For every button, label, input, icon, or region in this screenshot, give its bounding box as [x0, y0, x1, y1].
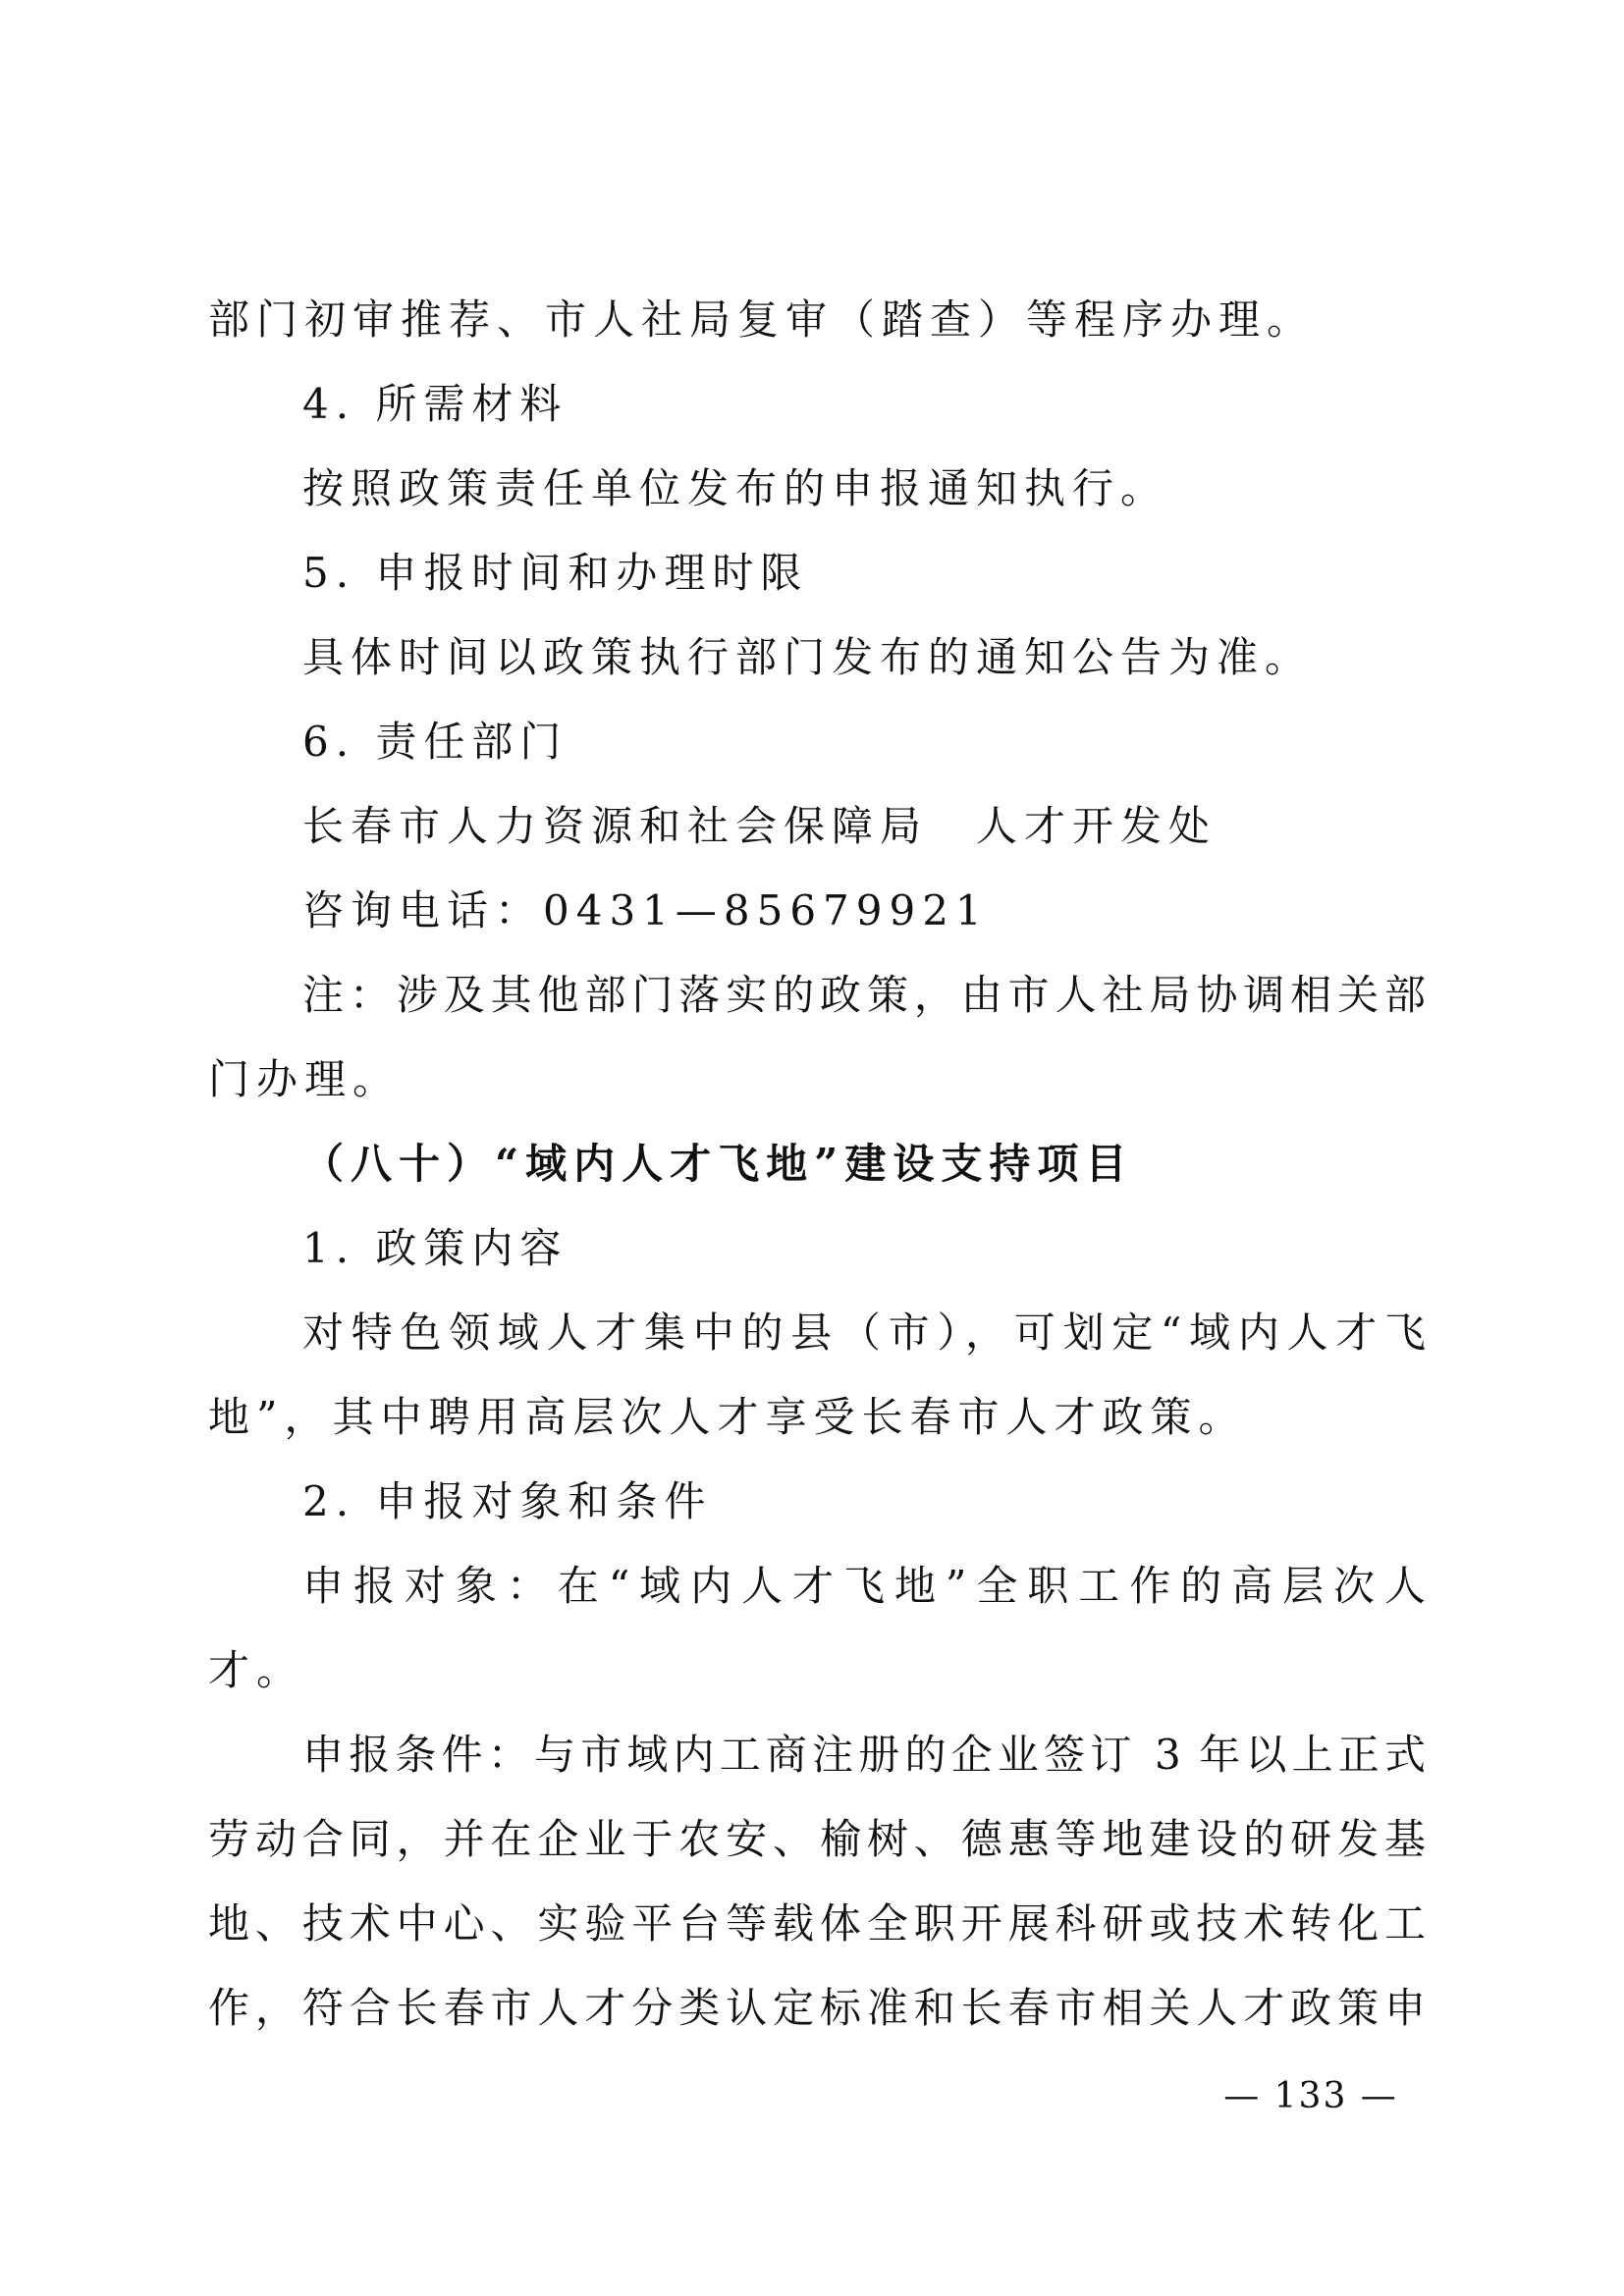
heading-required-materials: 4. 所需材料: [302, 380, 568, 428]
text-line-conditions-3: 地、技术中心、实验平台等载体全职开展科研或技术转化工: [208, 1899, 1426, 1948]
text-line-policy-1: 对特色领域人才集中的县（市），可划定“域内人才飞: [302, 1308, 1426, 1357]
text-line-materials: 按照政策责任单位发布的申报通知执行。: [302, 464, 1169, 512]
text-line-note: 注：涉及其他部门落实的政策，由市人社局协调相关部: [302, 971, 1426, 1019]
page-number: — 133 —: [1223, 2076, 1398, 2116]
text-line-department: 长春市人力资源和社会保障局 人才开发处: [302, 802, 1218, 850]
text-line-time: 具体时间以政策执行部门发布的通知公告为准。: [302, 633, 1314, 681]
text-line-applicants-2: 才。: [208, 1646, 305, 1694]
heading-policy-content: 1. 政策内容: [302, 1224, 568, 1272]
text-line-applicants-1: 申报对象：在“域内人才飞地”全职工作的高层次人: [302, 1562, 1426, 1610]
heading-application-time: 5. 申报时间和办理时限: [302, 549, 809, 597]
text-line-phone: 咨询电话：0431—85679921: [302, 886, 989, 934]
section-heading-80: （八十）“域内人才飞地”建设支持项目: [302, 1140, 1134, 1188]
text-line-conditions-1: 申报条件：与市域内工商注册的企业签订 3 年以上正式: [302, 1731, 1426, 1779]
heading-responsible-department: 6. 责任部门: [302, 718, 568, 766]
text-line-procedure-end: 部门初审推荐、市人社局复审（踏查）等程序办理。: [208, 295, 1316, 344]
text-line-note-end: 门办理。: [208, 1055, 402, 1103]
text-line-conditions-2: 劳动合同，并在企业于农安、榆树、德惠等地建设的研发基: [208, 1815, 1426, 1863]
text-line-conditions-4: 作，符合长春市人才分类认定标准和长春市相关人才政策申: [208, 1984, 1426, 2032]
heading-applicants-conditions: 2. 申报对象和条件: [302, 1477, 713, 1525]
text-line-policy-2: 地”，其中聘用高层次人才享受长春市人才政策。: [208, 1393, 1247, 1441]
